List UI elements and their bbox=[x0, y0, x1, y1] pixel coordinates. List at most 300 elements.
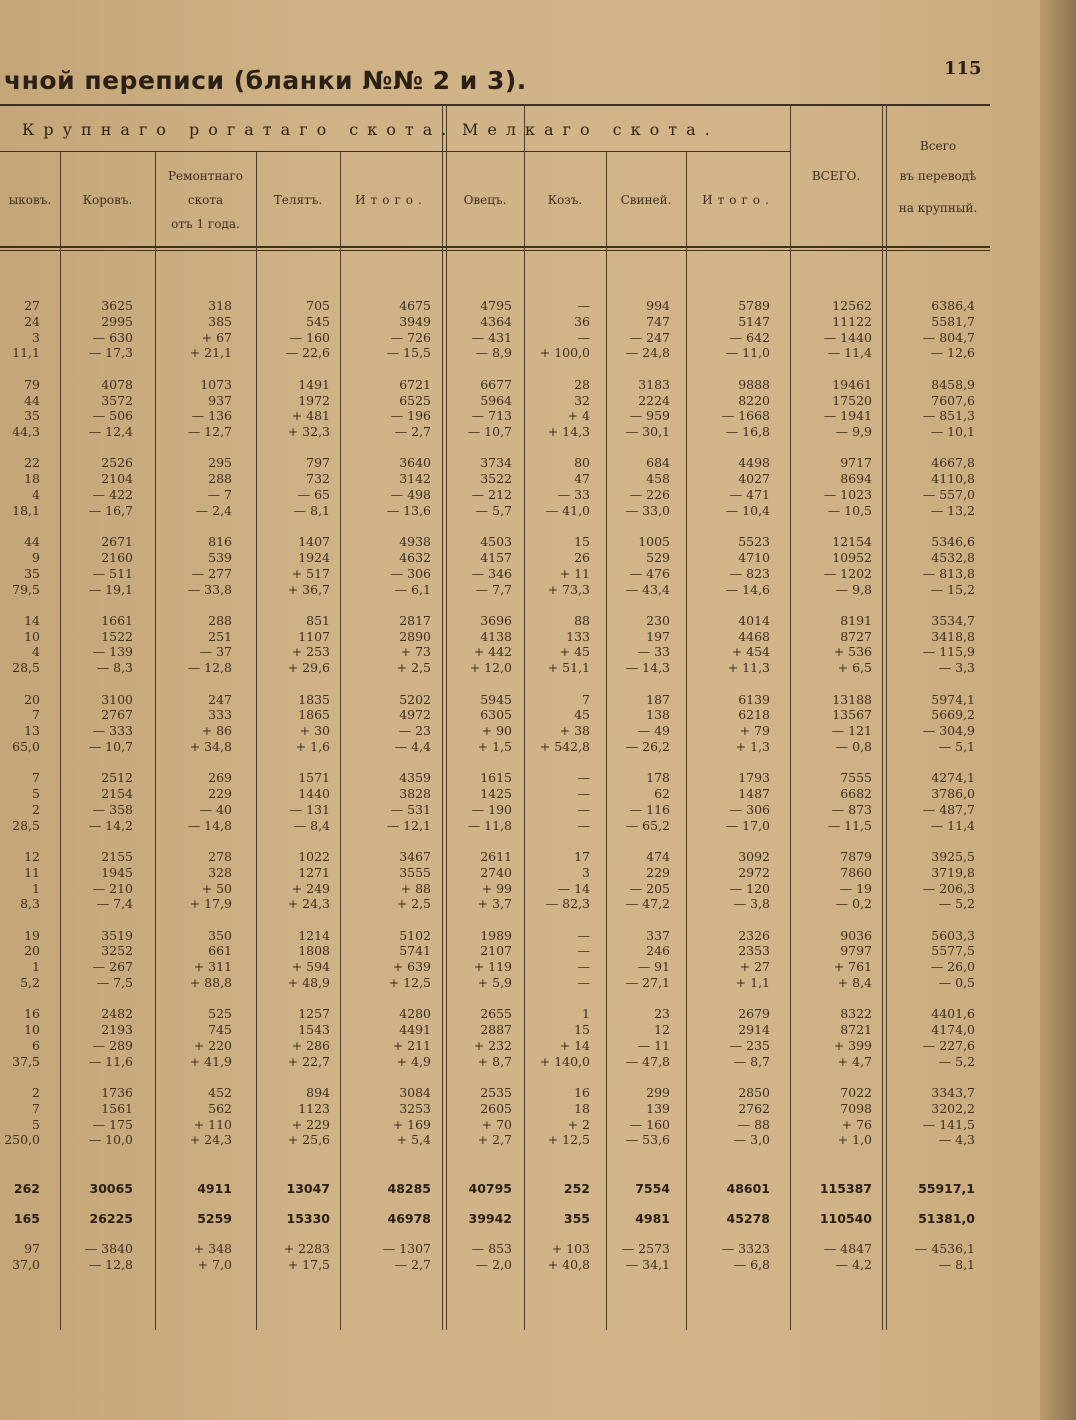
table-cell: 1022 bbox=[298, 849, 330, 864]
table-cell: 2104 bbox=[101, 471, 133, 486]
table-cell: 1425 bbox=[480, 786, 512, 801]
table-cell: 1491 bbox=[298, 377, 330, 392]
table-cell: 40795 bbox=[468, 1181, 512, 1196]
table-cell: 745 bbox=[208, 1022, 232, 1037]
table-cell: 187 bbox=[646, 692, 670, 707]
table-cell: — bbox=[577, 975, 590, 990]
table-cell: 4468 bbox=[738, 629, 770, 644]
table-cell: 5259 bbox=[197, 1211, 232, 1226]
table-cell: — 2,0 bbox=[475, 1257, 512, 1272]
table-cell: 1793 bbox=[738, 770, 770, 785]
table-cell: + 22,7 bbox=[287, 1054, 330, 1069]
table-cell: 5974,1 bbox=[931, 692, 975, 707]
table-cell: — 289 bbox=[92, 1038, 133, 1053]
table-cell: 13188 bbox=[832, 692, 872, 707]
table-cell: 7098 bbox=[840, 1101, 872, 1116]
table-cell: + 4 bbox=[567, 408, 590, 423]
table-cell: 110540 bbox=[819, 1211, 872, 1226]
table-cell: — 12,6 bbox=[930, 345, 975, 360]
table-cell: — 7 bbox=[207, 487, 232, 502]
table-cell: 1214 bbox=[298, 928, 330, 943]
table-cell: — 511 bbox=[92, 566, 133, 581]
table-cell: 8694 bbox=[840, 471, 872, 486]
table-cell: 3572 bbox=[101, 393, 133, 408]
table-cell: 3142 bbox=[399, 471, 431, 486]
table-cell: — 53,6 bbox=[625, 1132, 670, 1147]
table-cell: 2914 bbox=[738, 1022, 770, 1037]
column-header: въ переводѣ bbox=[899, 169, 977, 183]
table-cell: 525 bbox=[208, 1006, 232, 1021]
column-header: Итого. bbox=[702, 193, 774, 207]
table-cell: 2482 bbox=[101, 1006, 133, 1021]
table-cell: 328 bbox=[208, 865, 232, 880]
table-cell: — 41,0 bbox=[545, 503, 590, 518]
table-cell: — 4536,1 bbox=[914, 1241, 975, 1256]
table-cell: + 88,8 bbox=[189, 975, 232, 990]
table-cell: 4632 bbox=[399, 550, 431, 565]
table-cell: 5346,6 bbox=[931, 534, 975, 549]
table-cell: 4 bbox=[32, 487, 40, 502]
table-cell: 3084 bbox=[399, 1085, 431, 1100]
table-cell: 797 bbox=[306, 455, 330, 470]
table-cell: — 196 bbox=[390, 408, 431, 423]
table-cell: 661 bbox=[208, 943, 232, 958]
table-cell: + 1,5 bbox=[477, 739, 512, 754]
table-cell: 1107 bbox=[298, 629, 330, 644]
table-cell: 262 bbox=[13, 1181, 40, 1196]
table-cell: — 14 bbox=[557, 881, 590, 896]
table-cell: 8,3 bbox=[20, 896, 40, 911]
table-cell: + 50 bbox=[201, 881, 232, 896]
table-cell: 1561 bbox=[101, 1101, 133, 1116]
column-header: Козъ. bbox=[547, 193, 583, 207]
table-cell: — bbox=[577, 298, 590, 313]
table-cell: — 131 bbox=[289, 802, 330, 817]
table-cell: 2972 bbox=[738, 865, 770, 880]
table-cell: 138 bbox=[646, 707, 670, 722]
table-cell: 3252 bbox=[101, 943, 133, 958]
table-cell: + 2 bbox=[567, 1117, 590, 1132]
table-cell: — 47,8 bbox=[625, 1054, 670, 1069]
table-cell: + 1,0 bbox=[837, 1132, 872, 1147]
table-cell: 22 bbox=[24, 455, 40, 470]
table-cell: — 37 bbox=[199, 644, 232, 659]
table-cell: 3343,7 bbox=[931, 1085, 975, 1100]
table-cell: — 5,7 bbox=[475, 503, 512, 518]
table-cell: + 140,0 bbox=[539, 1054, 590, 1069]
table-cell: — 11,4 bbox=[930, 818, 975, 833]
table-cell: — 13,6 bbox=[386, 503, 431, 518]
table-cell: 3202,2 bbox=[931, 1101, 975, 1116]
table-cell: 65,0 bbox=[12, 739, 40, 754]
table-cell: 3734 bbox=[480, 455, 512, 470]
header-bottom-rule bbox=[0, 246, 990, 248]
table-cell: 385 bbox=[208, 314, 232, 329]
table-cell: 8322 bbox=[840, 1006, 872, 1021]
table-cell: — 2,7 bbox=[394, 424, 431, 439]
table-cell: — 10,7 bbox=[467, 424, 512, 439]
table-cell: — 12,8 bbox=[88, 1257, 133, 1272]
table-cell: + 103 bbox=[551, 1241, 590, 1256]
table-cell: + 542,8 bbox=[539, 739, 590, 754]
table-cell: 5789 bbox=[738, 298, 770, 313]
table-cell: 4014 bbox=[738, 613, 770, 628]
table-cell: 47 bbox=[574, 471, 590, 486]
table-cell: 5741 bbox=[399, 943, 431, 958]
table-cell: 2890 bbox=[399, 629, 431, 644]
table-cell: — 10,0 bbox=[88, 1132, 133, 1147]
table-cell: — 0,2 bbox=[835, 896, 872, 911]
table-cell: 2154 bbox=[101, 786, 133, 801]
table-cell: — 212 bbox=[471, 487, 512, 502]
table-cell: + 76 bbox=[841, 1117, 872, 1132]
table-cell: + 639 bbox=[392, 959, 431, 974]
table-cell: 452 bbox=[208, 1085, 232, 1100]
table-cell: 4157 bbox=[480, 550, 512, 565]
table-cell: 1005 bbox=[638, 534, 670, 549]
table-cell: — 498 bbox=[390, 487, 431, 502]
table-cell: + 11 bbox=[559, 566, 590, 581]
table-cell: — 804,7 bbox=[922, 330, 975, 345]
table-cell: — bbox=[577, 928, 590, 943]
table-cell: 15330 bbox=[286, 1211, 330, 1226]
table-cell: — 5,2 bbox=[938, 896, 975, 911]
table-cell: + 2,5 bbox=[396, 660, 431, 675]
table-cell: — 190 bbox=[471, 802, 512, 817]
table-cell: 9797 bbox=[840, 943, 872, 958]
table-cell: — bbox=[577, 802, 590, 817]
table-cell: 5945 bbox=[480, 692, 512, 707]
table-cell: — 121 bbox=[831, 723, 872, 738]
table-cell: 11 bbox=[24, 865, 40, 880]
table-cell: 2535 bbox=[480, 1085, 512, 1100]
table-cell: 80 bbox=[574, 455, 590, 470]
table-cell: — 115,9 bbox=[922, 644, 975, 659]
table-cell: 12 bbox=[654, 1022, 670, 1037]
table-cell: 1835 bbox=[298, 692, 330, 707]
table-cell: 2107 bbox=[480, 943, 512, 958]
table-cell: + 86 bbox=[201, 723, 232, 738]
table-cell: 9 bbox=[32, 550, 40, 565]
table-cell: 7555 bbox=[840, 770, 872, 785]
table-cell: — 14,8 bbox=[187, 818, 232, 833]
table-cell: — 823 bbox=[729, 566, 770, 581]
column-header: Свиней. bbox=[620, 193, 672, 207]
table-cell: 1661 bbox=[101, 613, 133, 628]
table-cell: 133 bbox=[566, 629, 590, 644]
table-cell: + 517 bbox=[291, 566, 330, 581]
table-cell: — 33 bbox=[637, 644, 670, 659]
table-cell: + 73 bbox=[400, 644, 431, 659]
table-cell: 9036 bbox=[840, 928, 872, 943]
table-cell: 5964 bbox=[480, 393, 512, 408]
table-cell: + 34,8 bbox=[189, 739, 232, 754]
table-cell: 16 bbox=[24, 1006, 40, 1021]
table-cell: — 40 bbox=[199, 802, 232, 817]
table-cell: 5202 bbox=[399, 692, 431, 707]
table-cell: 44 bbox=[24, 534, 40, 549]
table-cell: + 3,7 bbox=[477, 896, 512, 911]
table-cell: — 487,7 bbox=[922, 802, 975, 817]
table-cell: 4498 bbox=[738, 455, 770, 470]
table-cell: 2605 bbox=[480, 1101, 512, 1116]
table-cell: + 1,6 bbox=[295, 739, 330, 754]
table-cell: 5,2 bbox=[20, 975, 40, 990]
table-cell: 2 bbox=[32, 1085, 40, 1100]
table-cell: 20 bbox=[24, 692, 40, 707]
table-cell: 337 bbox=[646, 928, 670, 943]
table-cell: 197 bbox=[646, 629, 670, 644]
table-cell: 2671 bbox=[101, 534, 133, 549]
table-cell: — 431 bbox=[471, 330, 512, 345]
table-cell: 4078 bbox=[101, 377, 133, 392]
column-header: ыковъ. bbox=[8, 193, 52, 207]
table-cell: + 48,9 bbox=[287, 975, 330, 990]
table-cell: — 3840 bbox=[84, 1241, 133, 1256]
table-cell: 7 bbox=[32, 707, 40, 722]
table-cell: + 110 bbox=[193, 1117, 232, 1132]
table-cell: — bbox=[577, 770, 590, 785]
column-header: на крупный. bbox=[898, 201, 978, 215]
column-header: ВСЕГО. bbox=[811, 169, 861, 183]
table-cell: 278 bbox=[208, 849, 232, 864]
table-cell: + 21,1 bbox=[189, 345, 232, 360]
table-cell: 545 bbox=[306, 314, 330, 329]
table-cell: 747 bbox=[646, 314, 670, 329]
table-cell: 4710 bbox=[738, 550, 770, 565]
table-cell: 10 bbox=[24, 629, 40, 644]
table-cell: 44 bbox=[24, 393, 40, 408]
table-cell: 994 bbox=[646, 298, 670, 313]
table-cell: — 12,8 bbox=[187, 660, 232, 675]
table-cell: 35 bbox=[24, 566, 40, 581]
table-cell: 6218 bbox=[738, 707, 770, 722]
table-cell: — bbox=[577, 330, 590, 345]
table-cell: — 3323 bbox=[721, 1241, 770, 1256]
table-cell: — 82,3 bbox=[545, 896, 590, 911]
table-cell: 17 bbox=[574, 849, 590, 864]
table-cell: — 642 bbox=[729, 330, 770, 345]
table-cell: 8191 bbox=[840, 613, 872, 628]
table-cell: 937 bbox=[208, 393, 232, 408]
table-cell: — 10,4 bbox=[725, 503, 770, 518]
table-cell: 247 bbox=[208, 692, 232, 707]
table-cell: 2353 bbox=[738, 943, 770, 958]
table-cell: + 7,0 bbox=[197, 1257, 232, 1272]
table-cell: — 24,8 bbox=[625, 345, 670, 360]
table-cell: 9888 bbox=[738, 377, 770, 392]
table-cell: 2155 bbox=[101, 849, 133, 864]
table-cell: + 90 bbox=[481, 723, 512, 738]
table-cell: 2655 bbox=[480, 1006, 512, 1021]
column-header: Телятъ. bbox=[273, 193, 323, 207]
table-cell: — 7,7 bbox=[475, 582, 512, 597]
table-cell: 252 bbox=[563, 1181, 590, 1196]
table-cell: 5 bbox=[32, 1117, 40, 1132]
table-cell: — 0,5 bbox=[938, 975, 975, 990]
table-cell: 4972 bbox=[399, 707, 431, 722]
table-cell: — 11,8 bbox=[467, 818, 512, 833]
table-cell: — 16,8 bbox=[725, 424, 770, 439]
table-cell: + 14 bbox=[559, 1038, 590, 1053]
table-cell: 684 bbox=[646, 455, 670, 470]
table-cell: 3555 bbox=[399, 865, 431, 880]
table-cell: 562 bbox=[208, 1101, 232, 1116]
table-cell: 1989 bbox=[480, 928, 512, 943]
table-cell: 3534,7 bbox=[931, 613, 975, 628]
table-cell: + 442 bbox=[473, 644, 512, 659]
table-cell: — 33 bbox=[557, 487, 590, 502]
table-cell: 17520 bbox=[832, 393, 872, 408]
table-cell: + 73,3 bbox=[547, 582, 590, 597]
table-cell: 12562 bbox=[832, 298, 872, 313]
table-cell: 55917,1 bbox=[918, 1181, 975, 1196]
table-cell: 5669,2 bbox=[931, 707, 975, 722]
table-cell: — 91 bbox=[637, 959, 670, 974]
table-cell: + 8,7 bbox=[477, 1054, 512, 1069]
table-cell: 1571 bbox=[298, 770, 330, 785]
table-cell: 139 bbox=[646, 1101, 670, 1116]
table-cell: 6721 bbox=[399, 377, 431, 392]
table-cell: — 8,3 bbox=[96, 660, 133, 675]
table-cell: 705 bbox=[306, 298, 330, 313]
table-cell: — bbox=[577, 818, 590, 833]
table-cell: + 6,5 bbox=[837, 660, 872, 675]
table-cell: — 5,1 bbox=[938, 739, 975, 754]
table-cell: 5603,3 bbox=[931, 928, 975, 943]
table-cell: + 24,3 bbox=[287, 896, 330, 911]
table-cell: — 11 bbox=[637, 1038, 670, 1053]
table-cell: 539 bbox=[208, 550, 232, 565]
table-cell: 45278 bbox=[726, 1211, 770, 1226]
table-cell: — 3,0 bbox=[733, 1132, 770, 1147]
table-cell: 16 bbox=[574, 1085, 590, 1100]
table-cell: 27 bbox=[24, 298, 40, 313]
table-cell: + 12,0 bbox=[469, 660, 512, 675]
table-cell: 474 bbox=[646, 849, 670, 864]
table-cell: 333 bbox=[208, 707, 232, 722]
table-cell: 13 bbox=[24, 723, 40, 738]
table-cell: 7022 bbox=[840, 1085, 872, 1100]
table-cell: + 5,9 bbox=[477, 975, 512, 990]
table-cell: 12 bbox=[24, 849, 40, 864]
table-cell: 229 bbox=[208, 786, 232, 801]
table-cell: — 49 bbox=[637, 723, 670, 738]
table-cell: — 306 bbox=[729, 802, 770, 817]
table-cell: + 249 bbox=[291, 881, 330, 896]
table-cell: 4110,8 bbox=[931, 471, 975, 486]
table-cell: 28 bbox=[574, 377, 590, 392]
table-cell: — 22,6 bbox=[285, 345, 330, 360]
table-cell: 1407 bbox=[298, 534, 330, 549]
table-cell: 3100 bbox=[101, 692, 133, 707]
table-cell: 3925,5 bbox=[931, 849, 975, 864]
table-cell: 3 bbox=[582, 865, 590, 880]
table-cell: 12154 bbox=[832, 534, 872, 549]
table-cell: + 253 bbox=[291, 644, 330, 659]
table-cell: 529 bbox=[646, 550, 670, 565]
table-cell: 1073 bbox=[200, 377, 232, 392]
table-cell: — 630 bbox=[92, 330, 133, 345]
header-top-rule bbox=[0, 104, 990, 106]
group-title-cattle: Крупнаго рогатаго скота. bbox=[22, 120, 456, 139]
table-cell: — 853 bbox=[471, 1241, 512, 1256]
table-cell: + 25,6 bbox=[287, 1132, 330, 1147]
table-cell: 15 bbox=[574, 534, 590, 549]
table-cell: — 12,4 bbox=[88, 424, 133, 439]
table-cell: 3828 bbox=[399, 786, 431, 801]
table-cell: — 88 bbox=[737, 1117, 770, 1132]
table-cell: + 27 bbox=[739, 959, 770, 974]
table-cell: 51381,0 bbox=[918, 1211, 975, 1226]
table-cell: — 139 bbox=[92, 644, 133, 659]
table-cell: 26225 bbox=[89, 1211, 133, 1226]
table-cell: + 41,9 bbox=[189, 1054, 232, 1069]
table-cell: — 14,2 bbox=[88, 818, 133, 833]
group-title-rule bbox=[0, 151, 790, 152]
page-number: 115 bbox=[944, 58, 982, 79]
table-cell: — 12,1 bbox=[386, 818, 431, 833]
table-cell: — 306 bbox=[390, 566, 431, 581]
table-cell: — 726 bbox=[390, 330, 431, 345]
table-cell: + 232 bbox=[473, 1038, 512, 1053]
table-cell: — 6,1 bbox=[394, 582, 431, 597]
table-cell: 8220 bbox=[738, 393, 770, 408]
table-cell: 3625 bbox=[101, 298, 133, 313]
table-cell: — 358 bbox=[92, 802, 133, 817]
table-cell: 732 bbox=[306, 471, 330, 486]
table-cell: 18 bbox=[574, 1101, 590, 1116]
table-cell: + 229 bbox=[291, 1117, 330, 1132]
table-cell: — 30,1 bbox=[625, 424, 670, 439]
table-cell: 230 bbox=[646, 613, 670, 628]
table-cell: + 169 bbox=[392, 1117, 431, 1132]
table-cell: 851 bbox=[306, 613, 330, 628]
table-cell: — 33,8 bbox=[187, 582, 232, 597]
table-cell: 5577,5 bbox=[931, 943, 975, 958]
table-cell: 23 bbox=[654, 1006, 670, 1021]
table-cell: + 17,5 bbox=[287, 1257, 330, 1272]
table-cell: — 17,0 bbox=[725, 818, 770, 833]
table-cell: 178 bbox=[646, 770, 670, 785]
table-cell: 246 bbox=[646, 943, 670, 958]
table-cell: 1440 bbox=[298, 786, 330, 801]
table-cell: 5581,7 bbox=[931, 314, 975, 329]
table-cell: + 14,3 bbox=[547, 424, 590, 439]
table-cell: + 761 bbox=[833, 959, 872, 974]
table-cell: 18 bbox=[24, 471, 40, 486]
table-cell: 4532,8 bbox=[931, 550, 975, 565]
table-cell: 4491 bbox=[399, 1022, 431, 1037]
table-cell: 251 bbox=[208, 629, 232, 644]
table-cell: — 506 bbox=[92, 408, 133, 423]
table-cell: — 10,5 bbox=[827, 503, 872, 518]
table-cell: 39942 bbox=[468, 1211, 512, 1226]
table-cell: 4 bbox=[32, 644, 40, 659]
table-cell: 36 bbox=[574, 314, 590, 329]
table-cell: — 1440 bbox=[823, 330, 872, 345]
table-cell: 2224 bbox=[638, 393, 670, 408]
table-cell: — 227,6 bbox=[922, 1038, 975, 1053]
table-cell: — 26,2 bbox=[625, 739, 670, 754]
table-cell: — 12,7 bbox=[187, 424, 232, 439]
table-cell: 4274,1 bbox=[931, 770, 975, 785]
table-cell: 355 bbox=[563, 1211, 590, 1226]
table-cell: 2740 bbox=[480, 865, 512, 880]
table-cell: 1 bbox=[582, 1006, 590, 1021]
table-cell: — 1023 bbox=[823, 487, 872, 502]
table-cell: — 3,3 bbox=[938, 660, 975, 675]
